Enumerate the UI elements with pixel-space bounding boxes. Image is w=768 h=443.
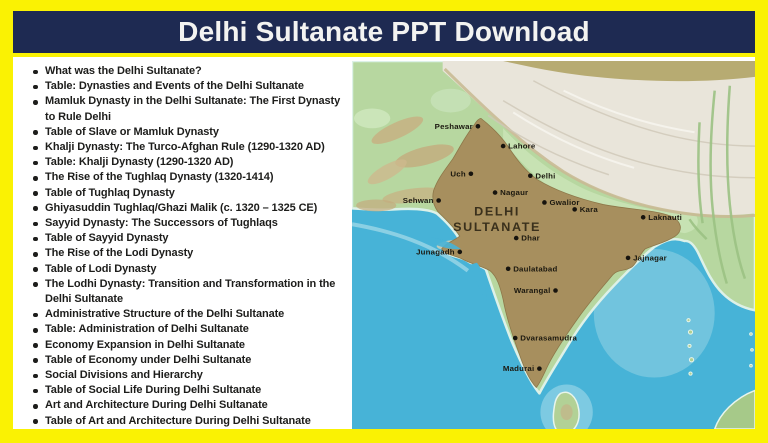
city-label: Laknauti	[648, 212, 683, 222]
city-dot	[476, 124, 481, 129]
city-dot	[528, 173, 533, 178]
city-label: Madurai	[502, 364, 535, 374]
topic-item: Table of Art and Architecture During Delhi Sultanate	[33, 414, 350, 429]
topic-item: Art and Architecture During Delhi Sultanate	[33, 398, 350, 413]
page-title: Delhi Sultanate PPT Download	[178, 16, 590, 47]
delhi-sultanate-map	[352, 61, 755, 429]
topic-item: Table of Sayyid Dynasty	[33, 231, 350, 246]
city-label: Jajnagar	[633, 253, 667, 263]
city-dot	[436, 198, 441, 203]
city-label: Gwalior	[549, 198, 580, 208]
topic-item: Table of Social Life During Delhi Sultanate	[33, 383, 350, 398]
city-label: Daulatabad	[513, 264, 558, 274]
topic-item: Table of Economy under Delhi Sultanate	[33, 353, 350, 368]
city-dot	[501, 144, 506, 149]
city-label: Lahore	[508, 141, 536, 151]
topic-item: Table: Dynasties and Events of the Delhi Sultanate	[33, 79, 350, 94]
city-dot	[572, 207, 577, 212]
city-dot	[469, 171, 474, 176]
city-label: Kara	[579, 205, 598, 214]
city-label: Uch	[450, 169, 466, 179]
city-dot	[493, 190, 498, 195]
map-pane	[352, 61, 755, 429]
city-label: Warangal	[513, 286, 551, 296]
city-label: Delhi	[535, 171, 556, 181]
city-dot	[641, 215, 646, 220]
topic-item: Table of Tughlaq Dynasty	[33, 186, 350, 201]
page-header	[13, 11, 755, 53]
city-label: Dvarasamudra	[520, 333, 578, 343]
city-dot	[506, 266, 511, 271]
city-dot	[514, 236, 519, 241]
topic-item: Economy Expansion in Delhi Sultanate	[33, 338, 350, 353]
topic-item: The Lodhi Dynasty: Transition and Transformation in the Delhi Sultanate	[33, 277, 350, 307]
topics-pane	[13, 57, 352, 429]
topic-item: Table of Lodi Dynasty	[33, 262, 350, 277]
topic-item: Table of Slave or Mamluk Dynasty	[33, 125, 350, 140]
topic-item: Khalji Dynasty: The Turco-Afghan Rule (1290-1320 AD)	[33, 140, 350, 155]
city-dot	[553, 288, 558, 293]
region-label-line1: DELHI	[474, 204, 520, 219]
topic-item: Sayyid Dynasty: The Successors of Tughlaqs	[33, 216, 350, 231]
region-label-line2: SULTANATE	[453, 220, 542, 235]
city-label: Junagadh	[416, 247, 455, 257]
city-label: Nagaur	[500, 188, 529, 198]
city-label: Dhar	[521, 233, 540, 243]
topic-item: Table: Khalji Dynasty (1290-1320 AD)	[33, 155, 350, 170]
topic-item: The Rise of the Lodi Dynasty	[33, 246, 350, 261]
topic-item: Ghiyasuddin Tughlaq/Ghazi Malik (c. 1320 – 1325 CE)	[33, 201, 350, 216]
topic-item: Mamluk Dynasty in the Delhi Sultanate: The First Dynasty to Rule Delhi	[33, 94, 350, 124]
topic-item: Social Divisions and Hierarchy	[33, 368, 350, 383]
content-area	[13, 57, 755, 429]
topic-item: Table: Administration of Delhi Sultanate	[33, 322, 350, 337]
city	[506, 264, 558, 273]
city	[513, 334, 578, 343]
topics-list	[33, 64, 350, 429]
city-dot	[457, 250, 462, 255]
city-dot	[626, 256, 631, 261]
sri-lanka-highlands	[561, 404, 573, 420]
topic-item: The Rise of the Tughlaq Dynasty (1320-1414)	[33, 170, 350, 185]
city-label: Sehwan	[402, 196, 434, 206]
city-dot	[542, 200, 547, 205]
city-dot	[513, 336, 518, 341]
city-dot	[537, 366, 542, 371]
topic-item: Administrative Structure of the Delhi Sultanate	[33, 307, 350, 322]
city-label: Peshawar	[434, 121, 473, 131]
topic-item: What was the Delhi Sultanate?	[33, 64, 350, 79]
